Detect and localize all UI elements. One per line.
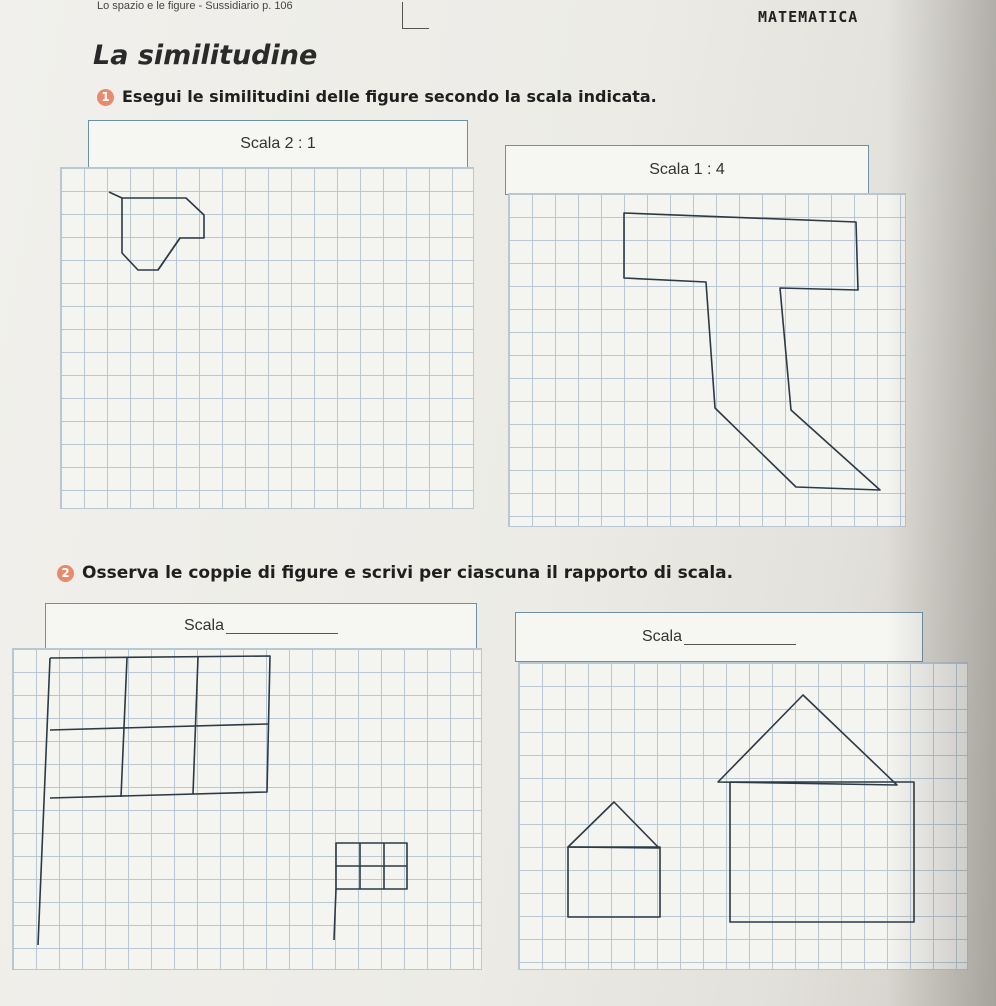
page-title: La similitudine: [93, 40, 318, 71]
exercise-1-model-figure: [109, 192, 204, 270]
exercise-2-large-house: [718, 695, 914, 922]
exercise-2-small-house: [568, 802, 660, 917]
exercise-1-number: 1: [97, 89, 114, 106]
exercise-2-small-rectangles: [334, 843, 407, 940]
exercise-2-number: 2: [57, 565, 74, 582]
subject-label: MATEMATICA: [758, 8, 859, 26]
exercise-1-large-figure: [624, 213, 880, 490]
exercise-2-right-scale: Scala: [641, 628, 683, 645]
exercise-2-text: Osserva le coppie di figure e scrivi per ciascuna il rapporto di scala.: [82, 563, 734, 583]
exercise-1-right-scale: Scala 1 : 4: [649, 161, 725, 178]
exercise-1-text: Esegui le similitudini delle figure secondo la scala indicata.: [122, 87, 657, 106]
header-note: Lo spazio e le figure - Sussidiario p. 106: [97, 0, 293, 12]
exercise-2-left-scale: Scala: [183, 617, 225, 634]
exercise-1-left-scale: Scala 2 : 1: [240, 135, 316, 152]
exercise-2-large-rectangles: [38, 656, 270, 945]
